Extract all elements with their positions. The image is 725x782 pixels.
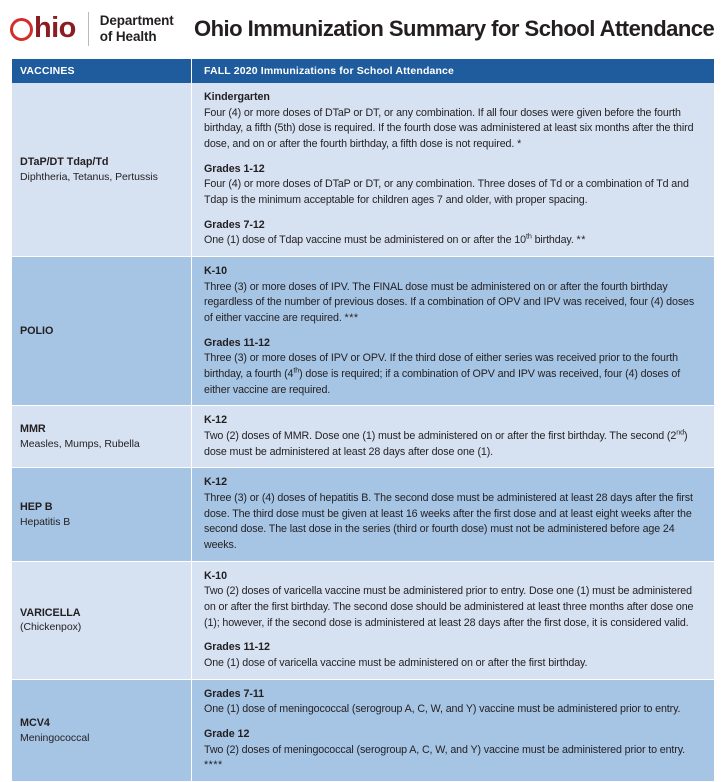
table-row — [12, 83, 715, 257]
vaccine-full-name: Measles, Mumps, Rubella — [20, 438, 140, 451]
table-row — [12, 561, 715, 679]
masthead — [0, 0, 725, 58]
requirement-group — [204, 413, 704, 460]
ohio-o-circle-icon — [10, 18, 33, 41]
requirement-text: Three (3) or more doses of IPV or OPV. If the third dose of either series was received prior to the fourth birthday, a fourth (4th) dose is required; if a combination of OPV and IPV was received, four (4) doses of either vaccine are required. — [204, 352, 681, 396]
vaccine-abbreviation: HEP B — [20, 501, 53, 514]
immunization-requirements-table — [11, 58, 715, 782]
requirement-group — [204, 90, 704, 153]
column-header-requirements: FALL 2020 Immunizations for School Attendance — [192, 59, 715, 84]
ordinal-suffix: th — [293, 365, 300, 375]
vaccine-full-name: Diphtheria, Tetanus, Pertussis — [20, 170, 158, 183]
requirement-group — [204, 162, 704, 209]
requirement-group — [204, 687, 704, 718]
grade-level-label: Grades 11-12 — [204, 336, 270, 349]
ordinal-suffix: th — [525, 231, 532, 241]
requirement-text: Two (2) doses of varicella vaccine must be administered prior to entry. Dose one (1) must be administered on or after the first birthday. The second dose should be administered at least three months after dose one (1); however, if the second dose is administered at least 28 days after the first dose, it is considered valid. — [204, 585, 694, 629]
requirement-group — [204, 336, 704, 399]
vaccine-name-cell — [12, 561, 192, 679]
requirement-group — [204, 218, 704, 249]
vaccine-abbreviation: MCV4 — [20, 716, 50, 729]
grade-level-label: Kindergarten — [204, 91, 270, 103]
requirement-group — [204, 727, 704, 774]
table-header — [12, 59, 715, 84]
footnote-marker: *** — [344, 312, 359, 325]
vaccine-abbreviation: DTaP/DT Tdap/Td — [20, 156, 109, 169]
logo-divider — [88, 12, 89, 46]
requirement-text: Four (4) or more doses of DTaP or DT, or any combination. If all four doses were given before the fourth birthday, a fifth (5th) dose is required. If the fourth dose was administered at least six months after the third dose, and on or after the fourth birthday, a fifth dose is not required. * — [204, 106, 694, 151]
table-row — [12, 257, 715, 406]
table-row — [12, 406, 715, 468]
grade-level-label: K-12 — [204, 476, 227, 489]
footnote-marker: **** — [204, 759, 223, 772]
requirement-text: One (1) dose of Tdap vaccine must be administered on or after the 10th birthday. ** — [204, 231, 586, 247]
requirement-text: One (1) dose of meningococcal (serogroup A, C, W, and Y) vaccine must be administered prior to entry. — [204, 703, 681, 716]
footnote-marker: * — [517, 138, 522, 151]
requirement-group — [204, 475, 704, 553]
requirement-text: One (1) dose of varicella vaccine must be administered on or after the first birthday. — [204, 657, 588, 670]
requirement-text: Two (2) doses of meningococcal (serogroup A, C, W, and Y) vaccine must be administered prior to entry. **** — [204, 743, 685, 772]
vaccine-name-cell — [12, 83, 192, 257]
vaccine-name-cell — [12, 257, 192, 406]
table-row — [12, 679, 715, 781]
requirement-group — [204, 640, 704, 671]
table-header-row — [12, 59, 715, 84]
vaccine-abbreviation: MMR — [20, 423, 46, 436]
requirements-cell — [192, 468, 715, 561]
department-line-1: Department — [99, 13, 174, 29]
table-body — [12, 83, 715, 782]
requirements-cell — [192, 561, 715, 679]
vaccine-full-name: Meningococcal — [20, 731, 90, 744]
ohio-wordmark — [10, 11, 76, 45]
table-row — [12, 468, 715, 561]
ohio-department-of-health-logo — [10, 12, 174, 46]
requirements-cell — [192, 257, 715, 406]
grade-level-label: K-10 — [204, 569, 227, 582]
column-header-vaccines: VACCINES — [12, 59, 192, 84]
department-name — [100, 13, 174, 45]
vaccine-full-name: (Chickenpox) — [20, 621, 82, 634]
vaccine-abbreviation: VARICELLA — [20, 606, 81, 619]
requirement-text: Four (4) or more doses of DTaP or DT, or any combination. Three doses of Td or a combination of Td and Tdap is the minimum acceptable for children ages 7 and older, with proper spacing. — [204, 178, 689, 207]
ordinal-suffix: nd — [676, 427, 684, 437]
requirements-cell — [192, 406, 715, 468]
vaccine-name-cell — [12, 468, 192, 561]
requirement-group — [204, 264, 704, 327]
grade-level-label: Grades 11-12 — [204, 641, 270, 654]
vaccine-full-name: Hepatitis B — [20, 515, 71, 528]
grade-level-label: Grades 7-12 — [204, 218, 265, 231]
grade-level-label: K-12 — [204, 414, 227, 427]
footnote-marker: ** — [576, 234, 586, 247]
requirements-cell — [192, 83, 715, 257]
vaccine-name-cell — [12, 406, 192, 468]
requirement-text: Two (2) doses of MMR. Dose one (1) must be administered on or after the first birthday. The second (2nd) dose must be administered at least 28 days after dose one (1). — [204, 427, 688, 458]
department-line-2: of Health — [99, 29, 157, 44]
ohio-wordmark-text: hio — [34, 11, 76, 44]
requirement-text: Three (3) or more doses of IPV. The FINAL dose must be administered on or after the fourth birthday regardless of the number of previous doses. If a combination of OPV and IPV was received, four (4) doses of either vaccine are required. *** — [204, 280, 695, 325]
grade-level-label: Grades 7-11 — [204, 687, 265, 700]
grade-level-label: K-10 — [204, 265, 227, 278]
grade-level-label: Grades 1-12 — [204, 162, 265, 175]
vaccine-name-cell — [12, 679, 192, 781]
vaccine-abbreviation: POLIO — [20, 324, 54, 337]
requirements-cell — [192, 679, 715, 781]
requirement-group — [204, 569, 704, 632]
page-title: Ohio Immunization Summary for School Attendance — [193, 16, 714, 41]
requirement-text: Three (3) or (4) doses of hepatitis B. The second dose must be administered at least 28 days after the first dose. The third dose must be given at least 16 weeks after the first dose and at least eight weeks after the second dose. The last dose in the series (third or fourth dose) must not be administered before age 24 weeks. — [204, 492, 693, 551]
grade-level-label: Grade 12 — [204, 728, 250, 741]
